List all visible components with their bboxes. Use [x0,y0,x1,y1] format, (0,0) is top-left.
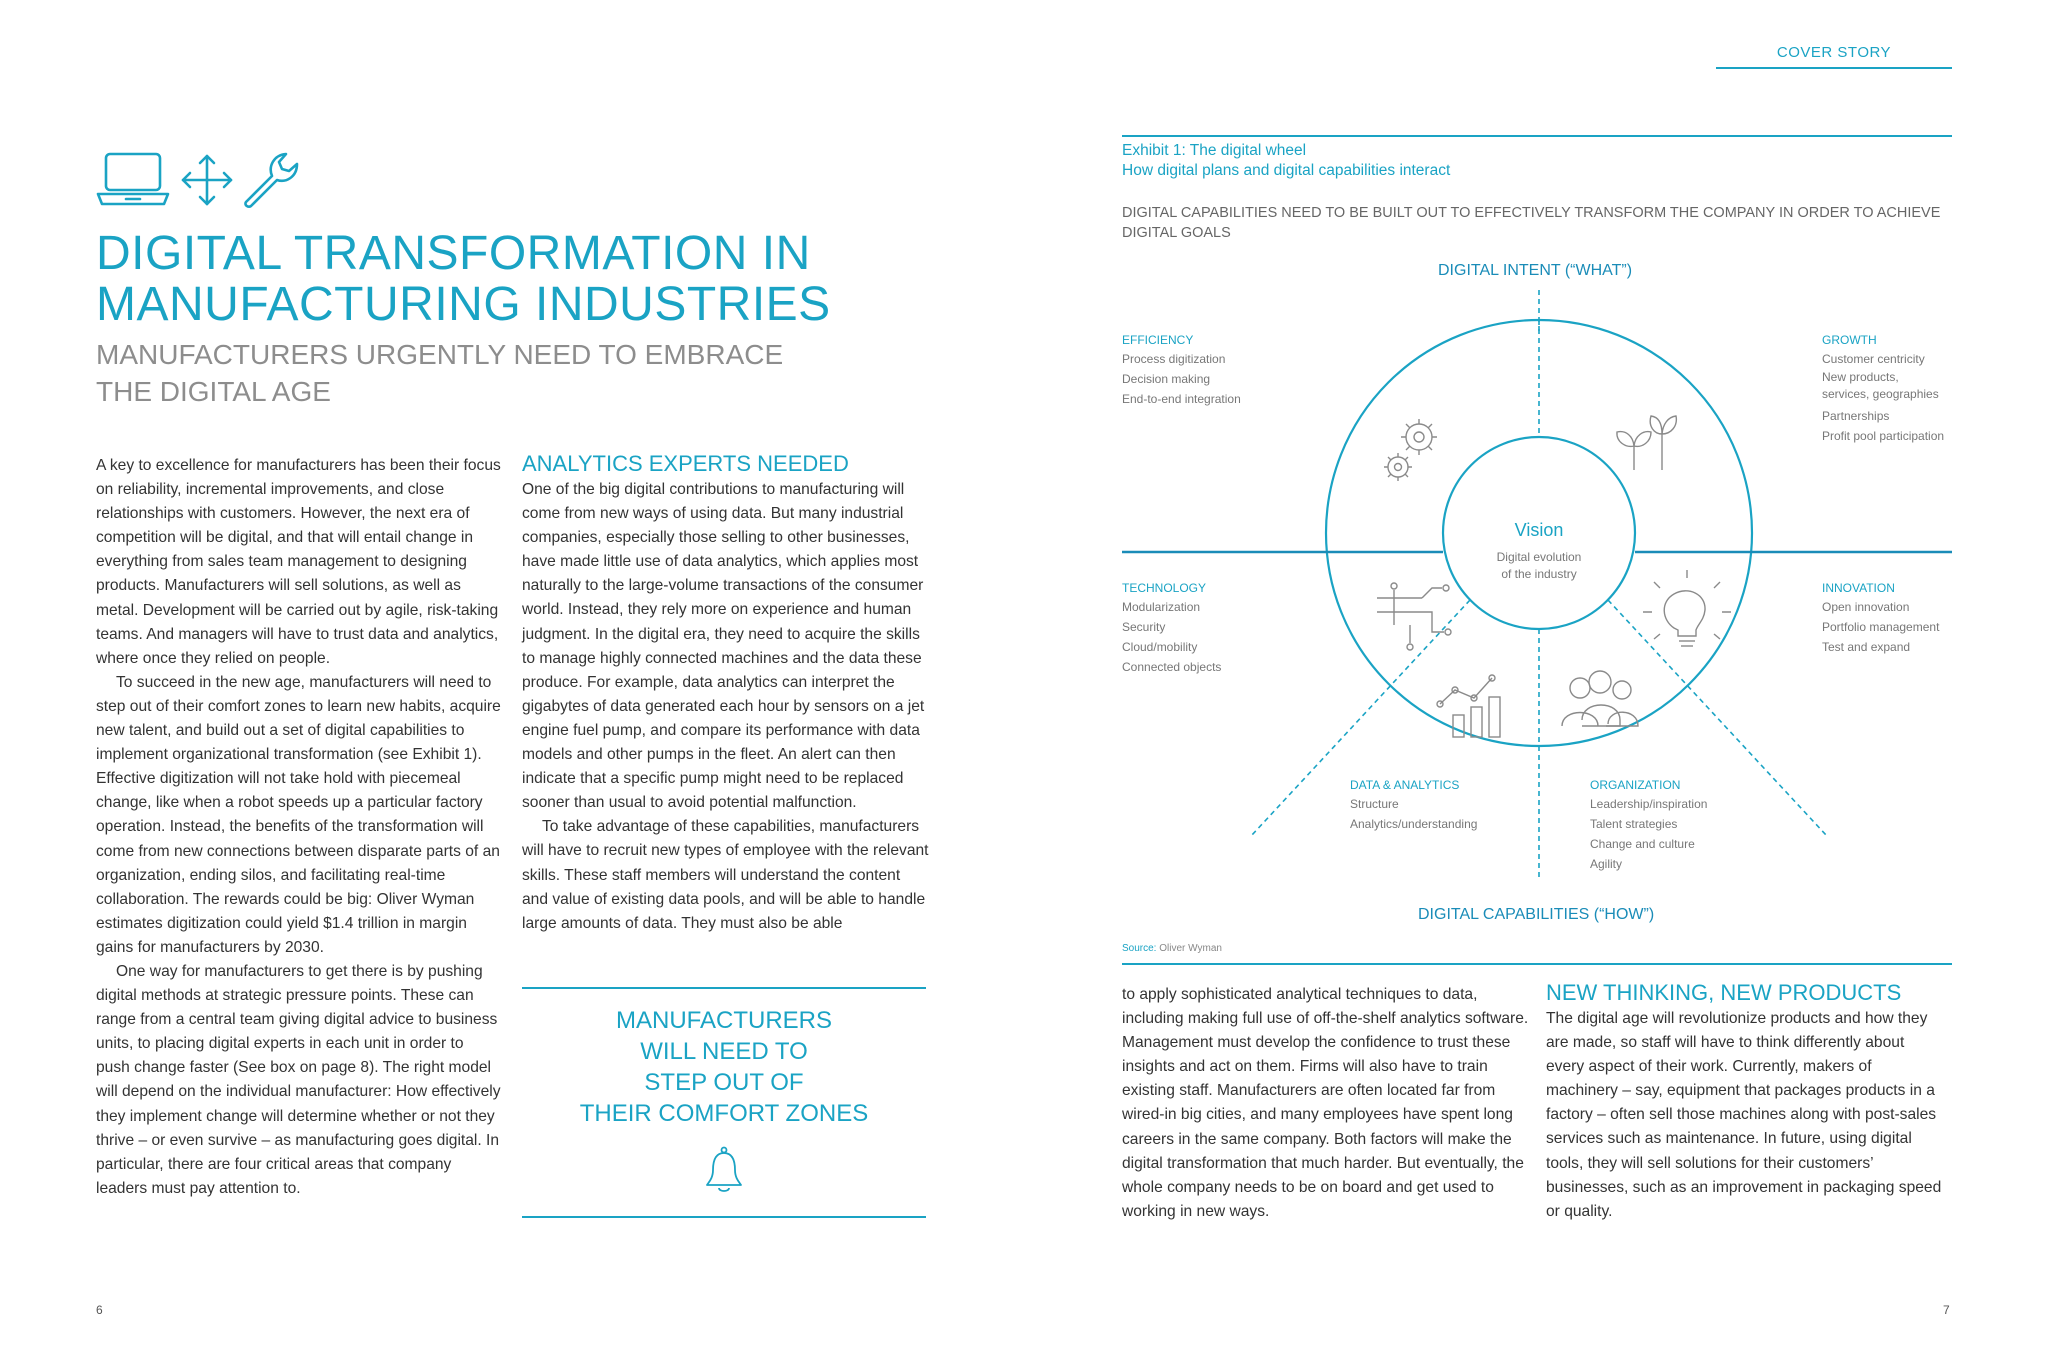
segment-heading: INNOVATION [1822,581,1895,595]
segment-item: End-to-end integration [1122,392,1241,406]
segment-item: New products, [1822,370,1899,384]
body-paragraph: One of the big digital contributions to manufacturing will come from new ways of using data. But many industrial companies, especially those selling to other businesses, have made little use of data analytics, which applies most naturally to the large-volume transactions of the consumer world. Instead, they rely more on experience and human judgment. In the digital era, they need to acquire the skills to manage highly connected machines and the data these produce. For example, data analytics can interpret the gigabytes of data generated each hour by sensors on a jet engine fuel pump, and compare its performance with data models and other pumps in the fleet. An alert can then indicate that a specific pump might need to be replaced sooner than usual to avoid potential malfunction. [522,481,925,812]
header-icons [96,150,306,210]
left-column-2 [522,478,930,936]
pullquote-bottom-rule [522,1216,926,1218]
segment-efficiency [1122,332,1241,409]
laptop-icon [98,154,168,204]
people-group-icon [1562,671,1638,726]
segment-heading: GROWTH [1822,333,1877,347]
vision-title: Vision [1514,520,1564,540]
move-arrows-icon [183,156,231,204]
article-subtitle: MANUFACTURERS URGENTLY NEED TO EMBRACE THE DIGITAL AGE [96,339,784,407]
segment-data-analytics [1350,777,1477,834]
bar-chart-icon [1437,675,1500,737]
segment-item: Agility [1590,857,1623,871]
segment-item: Talent strategies [1590,817,1678,831]
segment-item: Partnerships [1822,409,1890,423]
pullquote-line: WILL NEED TO [640,1038,808,1065]
article-title: DIGITAL TRANSFORMATION IN MANUFACTURING INDUSTRIES [96,227,831,331]
page-number-left: 6 [96,1303,103,1317]
segment-item: Structure [1350,797,1399,811]
segment-items [1590,794,1707,874]
circuit-icon [1377,583,1451,650]
body-paragraph: To take advantage of these capabilities, manufacturers will have to recruit new types of employee with the relevant skills. These staff members will understand the content and value of existing data pools, and will be able to handle large amounts of data. They must also be able [522,818,929,932]
segment-item: Change and culture [1590,837,1695,851]
segment-item: Customer centricity [1822,352,1925,366]
body-paragraph: A key to excellence for manufacturers has been their focus on reliability, incremental improvements, and close relationships with customers. However, the next era of competition will be digital, and that will entail change in everything from sales team management to designing products. Manufacturers will sell solutions, as well as metal. Development will be carried out by agile, risk-taking teams. And managers will have to trust data and analytics, where once they relied on people. [96,457,501,667]
bell-icon [705,1146,743,1194]
segment-item: Connected objects [1122,660,1222,674]
segment-item: Test and expand [1822,640,1911,654]
section-heading-analytics: ANALYTICS EXPERTS NEEDED [522,451,849,476]
segment-items [1822,349,1944,446]
pullquote-top-rule [522,987,926,989]
segment-heading: EFFICIENCY [1122,333,1194,347]
segment-item: Portfolio management [1822,620,1940,634]
section-label-rule [1716,67,1952,69]
segment-item: Decision making [1122,372,1211,386]
body-paragraph: to apply sophisticated analytical techniques to data, including making full use of off-the-shelf analytics software. Management must develop the confidence to trust these insights and act on them. Firms will also have to train existing staff. Manufacturers are often located far from wired-in big cities, and many employees have spent long careers in the same company. Both factors will make the digital transformation that much harder. But eventually, the whole company needs to be on board and get used to working in new ways. [1122,986,1529,1220]
body-paragraph: One way for manufacturers to get there is by pushing digital methods at strategic pressure points. These can range from a central team giving digital advice to business units, to placing digital experts in each unit in order to push change faster (See box on page 8). The right model will depend on the individual manufacturer: How effectively they implement change will determine whether or not they thrive – or even survive – as manufacturing goes digital. In particular, there are four critical areas that company leaders must pay attention to. [96,962,501,1197]
segment-item: Security [1122,620,1166,634]
segment-items [1122,349,1241,409]
vision-subtitle: Digital evolution [1496,550,1582,564]
segment-items [1350,794,1477,834]
segment-item: services, geographies [1822,387,1939,401]
digital-intent-label: DIGITAL INTENT (“WHAT”) [1438,262,1633,279]
left-column-1 [96,454,501,1201]
vision-subtitle: of the industry [1501,567,1577,581]
segment-items [1122,597,1221,677]
exhibit-title-line: Exhibit 1: The digital wheel [1122,142,1307,159]
right-column-2 [1546,1007,1946,1224]
segment-growth [1822,332,1944,446]
segment-item: Leadership/inspiration [1590,797,1708,811]
pullquote-line: MANUFACTURERS [615,1007,832,1034]
exhibit-source [1122,943,1222,954]
segment-item: Modularization [1122,600,1201,614]
segment-technology [1122,580,1221,677]
exhibit-title [1122,141,1450,181]
segment-innovation [1822,580,1939,657]
segment-item: Analytics/understanding [1350,817,1478,831]
exhibit-bottom-rule [1122,963,1952,965]
source-value: Oliver Wyman [1156,943,1222,954]
source-label: Source: [1122,943,1157,954]
segment-items [1822,597,1939,657]
section-label: COVER STORY [1776,44,1892,61]
body-paragraph: The digital age will revolutionize products and how they are made, so staff will have to think differently about every aspect of their work. Currently, makers of machinery – say, equipment that packages products in a factory – often sell those machines along with post-sales services such as maintenance. In future, using digital tools, they will sell solutions for their customers’ businesses, such as an improvement in packaging speed or quality. [1546,1010,1942,1220]
segment-heading: DATA & ANALYTICS [1350,778,1460,792]
segment-item: Cloud/mobility [1122,640,1198,654]
vision-center [1439,520,1639,583]
segment-item: Profit pool participation [1822,429,1945,443]
pullquote-line: THEIR COMFORT ZONES [579,1100,869,1127]
pullquote-line: STEP OUT OF [644,1069,804,1096]
pullquote [522,1005,926,1129]
gears-icon [1384,419,1437,481]
exhibit-top-rule [1122,135,1952,137]
plant-sprouts-icon [1617,416,1676,470]
segment-item: Process digitization [1122,352,1226,366]
page-number-right: 7 [1943,1303,1950,1317]
segment-organization [1590,777,1707,874]
segment-item: Open innovation [1822,600,1910,614]
lightbulb-icon [1643,570,1731,646]
wrench-icon [245,154,297,207]
right-column-1 [1122,983,1532,1224]
exhibit-title-line: How digital plans and digital capabilities interact [1122,162,1451,179]
segment-heading: ORGANIZATION [1590,778,1681,792]
segment-heading: TECHNOLOGY [1122,581,1207,595]
digital-capabilities-label: DIGITAL CAPABILITIES (“HOW”) [1418,906,1655,923]
section-heading-new-thinking: NEW THINKING, NEW PRODUCTS [1546,980,1902,1005]
body-paragraph: To succeed in the new age, manufacturers will need to step out of their comfort zones to learn new habits, acquire new talent, and build out a set of digital capabilities to implement organizational transformation (see Exhibit 1). Effective digitization will not take hold with piecemeal change, like when a robot speeds up a particular factory operation. Instead, the benefits of the transformation will come from new connections between disparate parts of an organization, ending silos, and facilitating real-time collaboration. The rewards could be big: Oliver Wyman estimates digitization could yield $1.4 trillion in margin gains for manufacturers by 2030. [96,673,501,956]
exhibit-caption: DIGITAL CAPABILITIES NEED TO BE BUILT OUT TO EFFECTIVELY TRANSFORM THE COMPANY IN ORDER TO ACHIEVE DIGITAL GOALS [1122,205,1941,241]
